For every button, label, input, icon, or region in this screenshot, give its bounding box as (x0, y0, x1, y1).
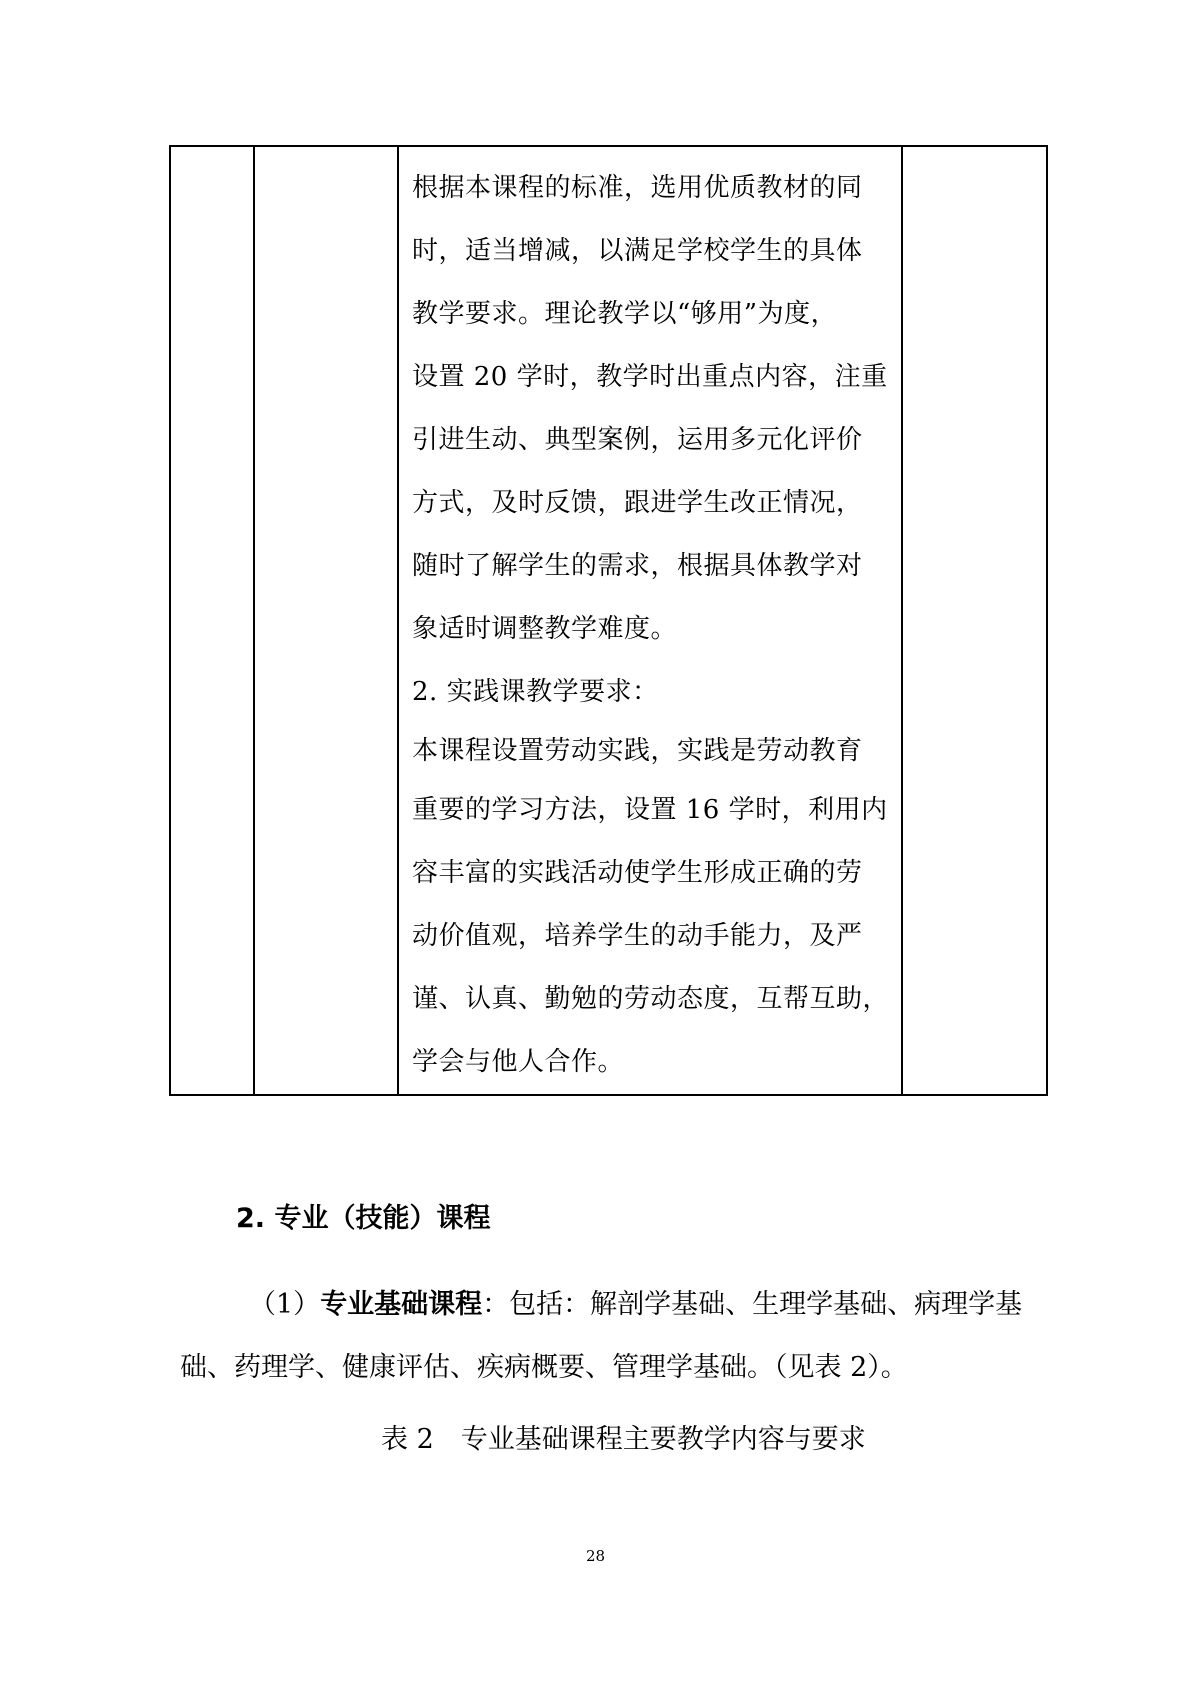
cell-line: 根据本课程的标准，选用优质教材的同 (412, 173, 863, 203)
section-heading: 2. 专业（技能）课程 (236, 1203, 491, 1234)
paragraph-line-1 (180, 1273, 1030, 1336)
course-table (169, 145, 1048, 1096)
paragraph-line-2: 础、药理学、健康评估、疾病概要、管理学基础。（见表 2）。 (180, 1352, 908, 1383)
cell-line: 引进生动、典型案例，运用多元化评价 (412, 425, 863, 455)
table-row (170, 146, 1047, 1095)
cell-line: 谨、认真、勤勉的劳动态度，互帮互助， (412, 984, 890, 1014)
paragraph-bold-term: 专业基础课程 (320, 1289, 483, 1320)
cell-line: 随时了解学生的需求，根据具体教学对 (412, 551, 863, 581)
table-cell-empty-2 (254, 146, 398, 1095)
cell-line: 容丰富的实践活动使学生形成正确的劳 (412, 858, 863, 888)
cell-line: 本课程设置劳动实践，实践是劳动教育 (412, 736, 863, 766)
paragraph-line1-text: ：包括：解剖学基础、生理学基础、病理学基 (482, 1289, 1023, 1320)
cell-line: 方式，及时反馈，跟进学生改正情况， (412, 488, 863, 518)
table-cell-empty-1 (170, 146, 254, 1095)
cell-line: 重要的学习方法，设置 16 学时，利用内 (412, 795, 888, 825)
cell-line: 学会与他人合作。 (412, 1047, 625, 1077)
table-cell-empty-4 (902, 146, 1047, 1095)
cell-line: 象适时调整教学难度。 (412, 614, 678, 644)
section-paragraph (180, 1273, 1030, 1399)
cell-line: 2. 实践课教学要求： (412, 677, 659, 707)
table-cell-requirements (398, 146, 902, 1095)
page-number: 28 (585, 1547, 606, 1565)
cell-line: 设置 20 学时，教学时出重点内容，注重 (412, 362, 888, 392)
paragraph-prefix: （1） (249, 1289, 321, 1320)
cell-line: 时，适当增减，以满足学校学生的具体 (412, 236, 863, 266)
cell-line: 动价值观，培养学生的动手能力，及严 (412, 921, 863, 951)
cell-line: 教学要求。理论教学以“够用”为度， (412, 299, 838, 329)
table-caption: 表 2 专业基础课程主要教学内容与要求 (381, 1424, 866, 1455)
